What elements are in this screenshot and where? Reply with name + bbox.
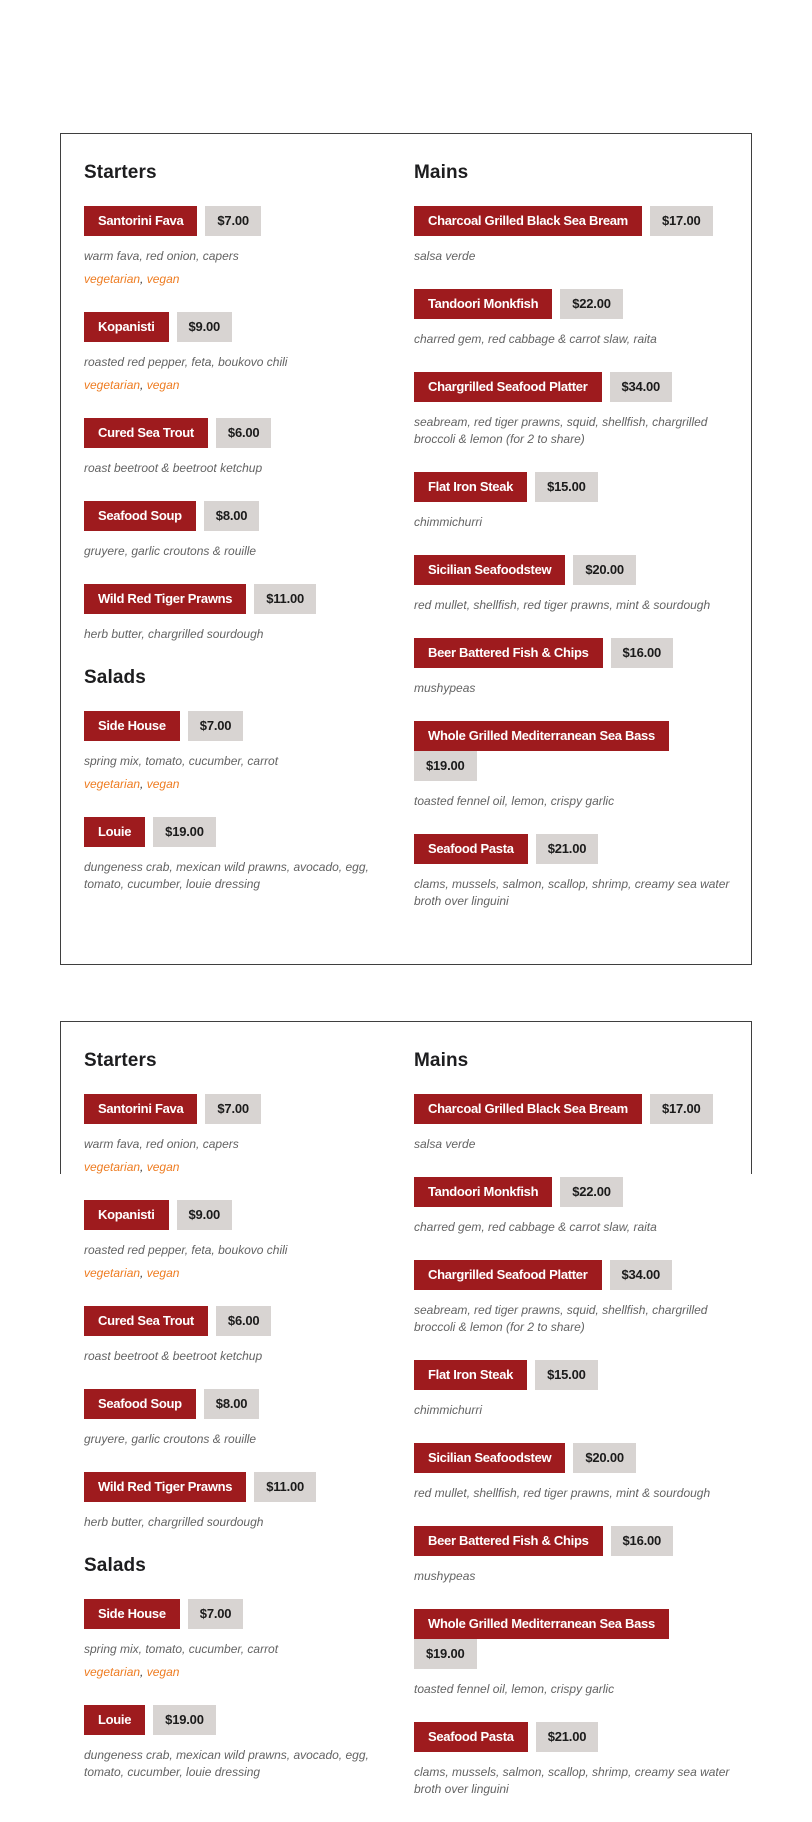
dish-description: clams, mussels, salmon, scallop, shrimp, creamy sea water broth over linguini (414, 1765, 730, 1796)
dish-name-badge: Kopanisti (84, 1200, 169, 1230)
section-heading-starters: Starters (84, 1050, 157, 1071)
badge-row (414, 206, 730, 236)
menu-item (84, 1094, 400, 1176)
dish-name-badge: Whole Grilled Mediterranean Sea Bass (414, 1609, 669, 1639)
dish-description: clams, mussels, salmon, scallop, shrimp, creamy sea water broth over linguini (414, 877, 730, 908)
tag-link-vegan[interactable]: vegan (146, 1160, 180, 1174)
menu-item (414, 1526, 730, 1585)
dish-price-badge: $22.00 (560, 289, 623, 319)
dish-price-badge: $19.00 (153, 1705, 216, 1735)
dish-description: herb butter, chargrilled sourdough (84, 627, 264, 641)
dish-name-badge: Seafood Soup (84, 501, 196, 531)
section-heading-mains: Mains (414, 162, 469, 183)
menu-item (84, 418, 400, 477)
dish-description: warm fava, red onion, capers (84, 1137, 239, 1151)
menu-column (84, 1050, 400, 1822)
dish-name-badge: Wild Red Tiger Prawns (84, 1472, 246, 1502)
dish-description: salsa verde (414, 1137, 476, 1151)
dish-description: gruyere, garlic croutons & rouille (84, 1432, 257, 1446)
dish-description: chimmichurri (414, 515, 483, 529)
dish-price-badge: $20.00 (573, 555, 636, 585)
badge-row (414, 721, 730, 781)
dish-description: roasted red pepper, feta, boukovo chili (84, 355, 288, 369)
menu-item (84, 1705, 400, 1781)
dish-price-badge: $6.00 (216, 1306, 272, 1336)
dish-name-badge: Santorini Fava (84, 206, 197, 236)
menu-item (84, 501, 400, 560)
menu-item (414, 289, 730, 348)
badge-row (84, 312, 400, 342)
dish-description: salsa verde (414, 249, 476, 263)
dish-tags (84, 1159, 400, 1176)
dish-price-badge: $7.00 (205, 1094, 261, 1124)
dish-price-badge: $34.00 (610, 372, 673, 402)
dish-price-badge: $21.00 (536, 1722, 599, 1752)
dish-description: seabream, red tiger prawns, squid, shellfish, chargrilled broccoli & lemon (for 2 to share) (414, 1303, 708, 1334)
menu-item (414, 1609, 730, 1698)
dish-description: herb butter, chargrilled sourdough (84, 1515, 264, 1529)
menu-item (414, 1360, 730, 1419)
badge-row (414, 555, 730, 585)
tag-link-vegetarian[interactable]: vegetarian (84, 1266, 141, 1280)
badge-row (414, 1609, 730, 1669)
badge-row (84, 206, 400, 236)
dish-price-badge: $7.00 (188, 711, 244, 741)
dish-tags (84, 377, 400, 394)
badge-row (84, 1389, 400, 1419)
dish-price-badge: $11.00 (254, 1472, 316, 1502)
badge-row (414, 1094, 730, 1124)
menu-item (414, 834, 730, 910)
dish-price-badge: $7.00 (205, 206, 261, 236)
tag-link-vegetarian[interactable]: vegetarian (84, 777, 141, 791)
badge-row (414, 372, 730, 402)
dish-price-badge: $11.00 (254, 584, 316, 614)
dish-name-badge: Tandoori Monkfish (414, 289, 552, 319)
dish-description: charred gem, red cabbage & carrot slaw, raita (414, 332, 657, 346)
badge-row (414, 1722, 730, 1752)
menu-item (414, 721, 730, 810)
menu-column (84, 162, 400, 934)
badge-row (414, 472, 730, 502)
menu-item (414, 206, 730, 265)
dish-price-badge: $15.00 (535, 472, 598, 502)
menu-columns (84, 162, 728, 934)
dish-price-badge: $34.00 (610, 1260, 673, 1290)
menu-item (84, 711, 400, 793)
menu-item (84, 312, 400, 394)
dish-price-badge: $6.00 (216, 418, 272, 448)
dish-name-badge: Seafood Pasta (414, 834, 528, 864)
menu-item (414, 555, 730, 614)
badge-row (84, 817, 400, 847)
dish-price-badge: $21.00 (536, 834, 599, 864)
menu-item (84, 1306, 400, 1365)
dish-description: toasted fennel oil, lemon, crispy garlic (414, 794, 615, 808)
badge-row (414, 1177, 730, 1207)
dish-name-badge: Charcoal Grilled Black Sea Bream (414, 1094, 642, 1124)
menu-column (414, 162, 730, 934)
badge-row (84, 1200, 400, 1230)
dish-price-badge: $17.00 (650, 1094, 713, 1124)
badge-row (84, 1094, 400, 1124)
dish-price-badge: $16.00 (611, 638, 674, 668)
dish-name-badge: Flat Iron Steak (414, 472, 527, 502)
tag-separator: , (140, 1665, 147, 1679)
menu-item (414, 1443, 730, 1502)
dish-description: red mullet, shellfish, red tiger prawns, mint & sourdough (414, 1486, 711, 1500)
badge-row (84, 1705, 400, 1735)
tag-separator: , (140, 1160, 147, 1174)
tag-link-vegan[interactable]: vegan (146, 1665, 180, 1679)
dish-name-badge: Chargrilled Seafood Platter (414, 372, 602, 402)
dish-description: chimmichurri (414, 1403, 483, 1417)
dish-description: toasted fennel oil, lemon, crispy garlic (414, 1682, 615, 1696)
dish-tags (84, 271, 400, 288)
badge-row (414, 638, 730, 668)
dish-tags (84, 1664, 400, 1681)
badge-row (84, 584, 400, 614)
dish-name-badge: Kopanisti (84, 312, 169, 342)
dish-name-badge: Beer Battered Fish & Chips (414, 1526, 603, 1556)
tag-separator: , (140, 378, 147, 392)
badge-row (414, 289, 730, 319)
menu-item (84, 1472, 400, 1531)
badge-row (84, 1599, 400, 1629)
dish-name-badge: Wild Red Tiger Prawns (84, 584, 246, 614)
menu-item (84, 817, 400, 893)
dish-price-badge: $19.00 (153, 817, 216, 847)
badge-row (84, 418, 400, 448)
dish-price-badge: $15.00 (535, 1360, 598, 1390)
dish-tags (84, 776, 400, 793)
menu-card-secondary-clipped (60, 1021, 752, 1796)
tag-separator: , (140, 1266, 147, 1280)
dish-name-badge: Sicilian Seafoodstew (414, 555, 565, 585)
menu-item (414, 1177, 730, 1236)
dish-description: warm fava, red onion, capers (84, 249, 239, 263)
dish-description: charred gem, red cabbage & carrot slaw, raita (414, 1220, 657, 1234)
dish-name-badge: Side House (84, 1599, 180, 1629)
badge-row (414, 1443, 730, 1473)
dish-name-badge: Tandoori Monkfish (414, 1177, 552, 1207)
badge-row (84, 1472, 400, 1502)
dish-name-badge: Beer Battered Fish & Chips (414, 638, 603, 668)
dish-price-badge: $8.00 (204, 1389, 260, 1419)
tag-link-vegetarian[interactable]: vegetarian (84, 1665, 141, 1679)
dish-description: red mullet, shellfish, red tiger prawns, mint & sourdough (414, 598, 711, 612)
menu-item (414, 1260, 730, 1336)
tag-separator: , (140, 272, 147, 286)
dish-description: roasted red pepper, feta, boukovo chili (84, 1243, 288, 1257)
tag-link-vegetarian[interactable]: vegetarian (84, 272, 141, 286)
tag-link-vegan[interactable]: vegan (146, 777, 180, 791)
menu-item (414, 1722, 730, 1798)
menu-item (414, 638, 730, 697)
dish-name-badge: Seafood Soup (84, 1389, 196, 1419)
dish-price-badge: $17.00 (650, 206, 713, 236)
dish-price-badge: $8.00 (204, 501, 260, 531)
dish-description: roast beetroot & beetroot ketchup (84, 1349, 263, 1363)
dish-name-badge: Louie (84, 1705, 145, 1735)
tag-link-vegetarian[interactable]: vegetarian (84, 378, 141, 392)
dish-name-badge: Cured Sea Trout (84, 418, 208, 448)
dish-description: spring mix, tomato, cucumber, carrot (84, 754, 279, 768)
dish-description: roast beetroot & beetroot ketchup (84, 461, 263, 475)
dish-name-badge: Louie (84, 817, 145, 847)
tag-separator: , (140, 777, 147, 791)
badge-row (414, 1360, 730, 1390)
section-heading-starters: Starters (84, 162, 157, 183)
menu-item (414, 372, 730, 448)
menu-item (414, 472, 730, 531)
dish-price-badge: $9.00 (177, 312, 233, 342)
tag-link-vegetarian[interactable]: vegetarian (84, 1160, 141, 1174)
dish-price-badge: $19.00 (414, 751, 477, 781)
menu-item (84, 206, 400, 288)
dish-name-badge: Flat Iron Steak (414, 1360, 527, 1390)
dish-name-badge: Chargrilled Seafood Platter (414, 1260, 602, 1290)
menu-item (84, 1389, 400, 1448)
dish-description: gruyere, garlic croutons & rouille (84, 544, 257, 558)
dish-tags (84, 1265, 400, 1282)
dish-name-badge: Side House (84, 711, 180, 741)
dish-price-badge: $20.00 (573, 1443, 636, 1473)
dish-name-badge: Seafood Pasta (414, 1722, 528, 1752)
dish-price-badge: $9.00 (177, 1200, 233, 1230)
menu-card-primary (60, 133, 752, 965)
badge-row (414, 1526, 730, 1556)
tag-link-vegan[interactable]: vegan (146, 378, 180, 392)
section-heading-salads: Salads (84, 667, 146, 688)
menu-item (84, 1200, 400, 1282)
dish-name-badge: Santorini Fava (84, 1094, 197, 1124)
dish-description: spring mix, tomato, cucumber, carrot (84, 1642, 279, 1656)
dish-name-badge: Charcoal Grilled Black Sea Bream (414, 206, 642, 236)
menu-item (414, 1094, 730, 1153)
dish-description: dungeness crab, mexican wild prawns, avocado, egg, tomato, cucumber, louie dressing (84, 1748, 369, 1779)
dish-description: dungeness crab, mexican wild prawns, avocado, egg, tomato, cucumber, louie dressing (84, 860, 369, 891)
section-heading-salads: Salads (84, 1555, 146, 1576)
badge-row (84, 1306, 400, 1336)
dish-price-badge: $7.00 (188, 1599, 244, 1629)
menu-item (84, 1599, 400, 1681)
badge-row (84, 711, 400, 741)
dish-description: mushypeas (414, 1569, 476, 1583)
tag-link-vegan[interactable]: vegan (146, 272, 180, 286)
section-heading-mains: Mains (414, 1050, 469, 1071)
page (0, 133, 812, 1796)
badge-row (414, 834, 730, 864)
dish-name-badge: Whole Grilled Mediterranean Sea Bass (414, 721, 669, 751)
badge-row (414, 1260, 730, 1290)
dish-name-badge: Cured Sea Trout (84, 1306, 208, 1336)
menu-column (414, 1050, 730, 1822)
badge-row (84, 501, 400, 531)
dish-description: mushypeas (414, 681, 476, 695)
dish-price-badge: $22.00 (560, 1177, 623, 1207)
dish-description: seabream, red tiger prawns, squid, shellfish, chargrilled broccoli & lemon (for 2 to share) (414, 415, 708, 446)
menu-columns (84, 1050, 728, 1822)
tag-link-vegan[interactable]: vegan (146, 1266, 180, 1280)
menu-item (84, 584, 400, 643)
dish-price-badge: $19.00 (414, 1639, 477, 1669)
dish-name-badge: Sicilian Seafoodstew (414, 1443, 565, 1473)
dish-price-badge: $16.00 (611, 1526, 674, 1556)
